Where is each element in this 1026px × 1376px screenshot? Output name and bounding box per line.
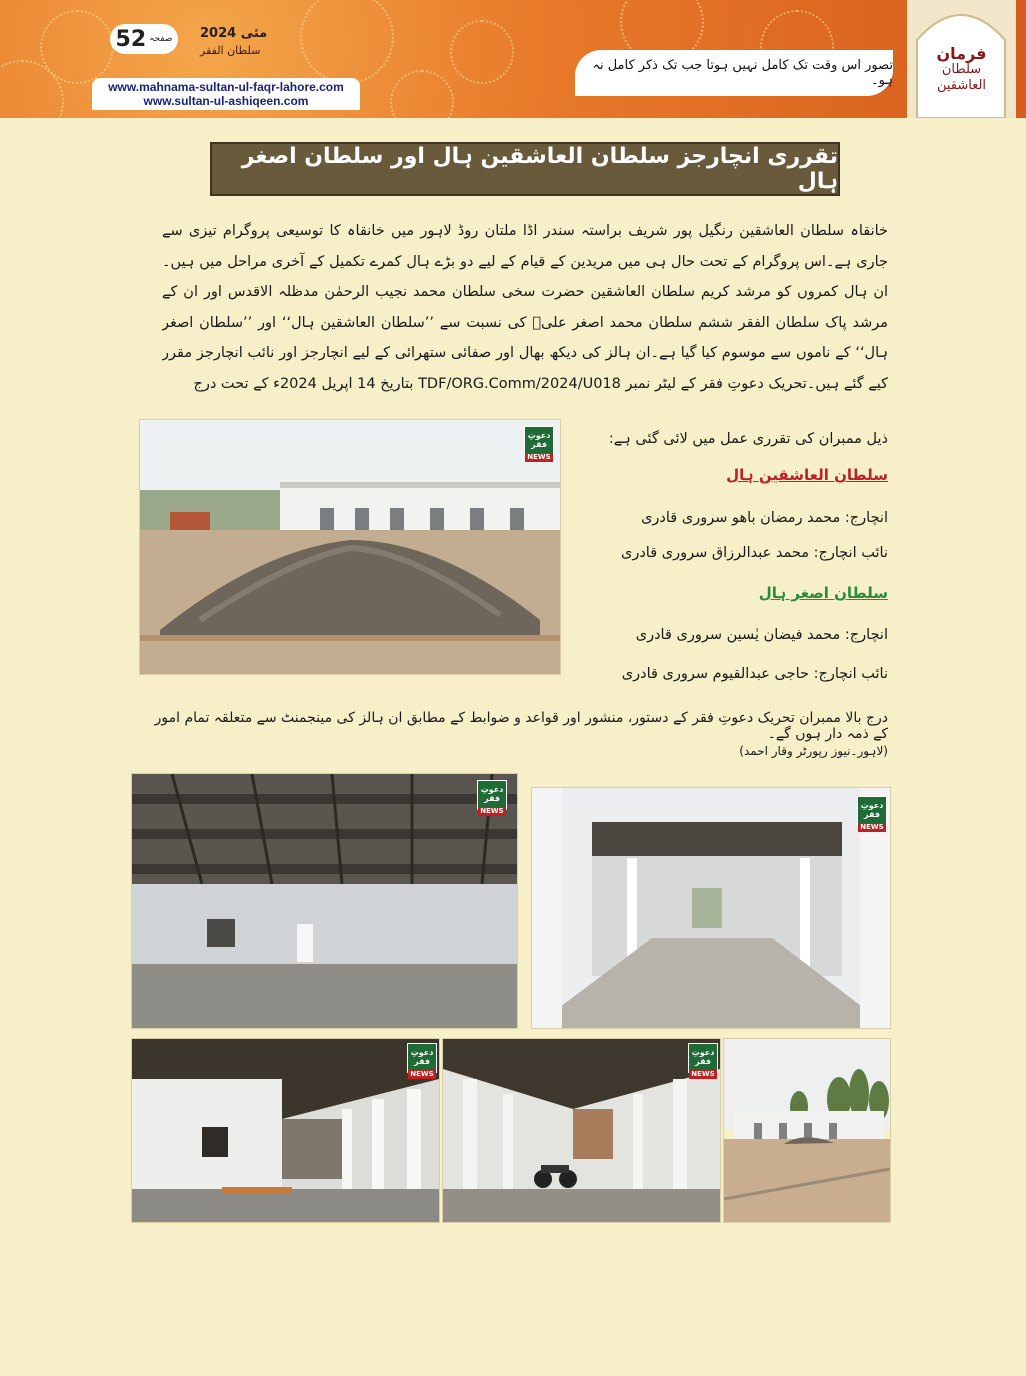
- photo-corridor-pillars: [131, 1038, 440, 1223]
- news-logo: [524, 426, 554, 461]
- hall1-deputy: نائب انچارج: محمد عبدالرزاق سروری قادری: [620, 545, 888, 561]
- article-paragraph-tail: ذیل ممبران کی تقرری عمل میں لائی گئی ہے:: [608, 431, 888, 447]
- news-logo-label: NEWS: [858, 823, 886, 832]
- decorative-burst: [450, 20, 514, 84]
- brand-line-2: سلطان: [941, 62, 982, 77]
- photo-exterior-buildings-art: [724, 1039, 890, 1222]
- hall2-incharge: انچارج: محمد فیضان یٰسین سروری قادری: [635, 627, 888, 643]
- news-logo-label: NEWS: [525, 453, 553, 462]
- news-logo: [688, 1043, 718, 1078]
- brand-line-1: فرمان: [936, 44, 987, 63]
- brand-line-3: العاشقین: [936, 78, 987, 93]
- hall2-heading: سلطان اصغر ہال: [758, 584, 888, 602]
- news-logo: [407, 1043, 437, 1078]
- photo-construction-site: [139, 419, 561, 675]
- news-logo-text: دعوتِ فقر: [691, 1048, 715, 1066]
- issue-date: مئی 2024: [200, 26, 268, 41]
- news-logo-label: NEWS: [408, 1070, 436, 1079]
- decorative-burst: [390, 70, 454, 118]
- photo-corridor-pillars-art: [132, 1039, 439, 1222]
- brand-title: [897, 46, 1026, 94]
- photo-veranda-motorbike: [442, 1038, 721, 1223]
- hall2-deputy: نائب انچارج: حاجی عبدالقیوم سروری قادری: [621, 666, 888, 682]
- photo-exterior-buildings: [723, 1038, 891, 1223]
- website-url-1[interactable]: www.mahnama-sultan-ul-faqr-lahore.com: [108, 80, 344, 94]
- photo-veranda: [531, 787, 891, 1029]
- article-paragraph: خانقاہ سلطان العاشقین رنگیل پور شریف براستہ سندر اڈا ملتان روڈ لاہور میں خانقاہ کا توسیعی پروگرام تیزی سے جاری ہے۔اس پروگرام کے تحت حال ہی میں مریدین کے قیام کے لیے دو بڑے ہال کمرے تکمیل کے آخری مراحل میں ہیں۔ان ہال کمروں کو مرشد کریم سلطان العاشقین حضرت سخی سلطان محمد نجیب الرحمٰن مدظلہ الاقدس اور ان کے مرشد پاک سلطان الفقر ششم سلطان محمد اصغر علیؒ کی نسبت سے ’’سلطان العاشقین ہال‘‘ اور ’’سلطان اصغر ہال‘‘ کے ناموں سے موسوم کیا گیا ہے۔ان ہالز کی دیکھ بھال اور صفائی ستھرائی کے لیے انچارجز اور نائب انچارجز مقرر کیے گئے ہیں۔تحریک دعوتِ فقر کے لیٹر نمبر TDF/ORG.Comm/2024/U018 بتاریخ 14 اپریل 2024ء کے تحت درج: [162, 223, 888, 392]
- hall1-incharge: انچارج: محمد رمضان باھو سروری قادری: [641, 510, 888, 526]
- photo-construction-site-art: [140, 420, 560, 674]
- page-number-badge: [110, 24, 178, 54]
- photo-hall-interior: [131, 773, 518, 1029]
- news-logo-text: دعوتِ فقر: [410, 1048, 434, 1066]
- magazine-logo: سلطان الفقر: [200, 44, 261, 57]
- header-quote: تصور اس وقت تک کامل نہیں ہوتا جب تک ذکر کامل نہ ہو۔: [575, 50, 893, 96]
- closing-statement: درج بالا ممبران تحریک دعوتِ فقر کے دستور، منشور اور قواعد و ضوابط کے مطابق ان ہالز کی مینجمنٹ سے متعلقہ تمام امور کے ذمہ دار ہوں گے۔: [154, 710, 888, 742]
- news-logo: [857, 796, 887, 831]
- article-title: تقرری انچارجز سلطان العاشقین ہال اور سلطان اصغر ہال: [210, 142, 840, 196]
- page-number: 52: [115, 26, 147, 52]
- news-logo-text: دعوتِ فقر: [480, 785, 504, 803]
- page-word: صفحہ: [149, 34, 173, 44]
- website-urls: [92, 78, 360, 110]
- news-logo: [477, 780, 507, 815]
- photo-veranda-motorbike-art: [443, 1039, 720, 1222]
- hall1-heading: سلطان العاشقین ہال: [726, 466, 888, 484]
- photo-hall-interior-art: [132, 774, 517, 1028]
- website-url-2[interactable]: www.sultan-ul-ashiqeen.com: [143, 94, 309, 108]
- news-logo-label: NEWS: [478, 807, 506, 816]
- brand-tab: [897, 0, 1026, 118]
- photo-veranda-art: [532, 788, 890, 1028]
- news-logo-text: دعوتِ فقر: [860, 801, 884, 819]
- byline: (لاہور۔نیوز رپورٹر وقار احمد): [739, 744, 888, 758]
- news-logo-label: NEWS: [689, 1070, 717, 1079]
- news-logo-text: دعوتِ فقر: [527, 431, 551, 449]
- header-band: [0, 0, 1026, 118]
- decorative-burst: [300, 0, 394, 84]
